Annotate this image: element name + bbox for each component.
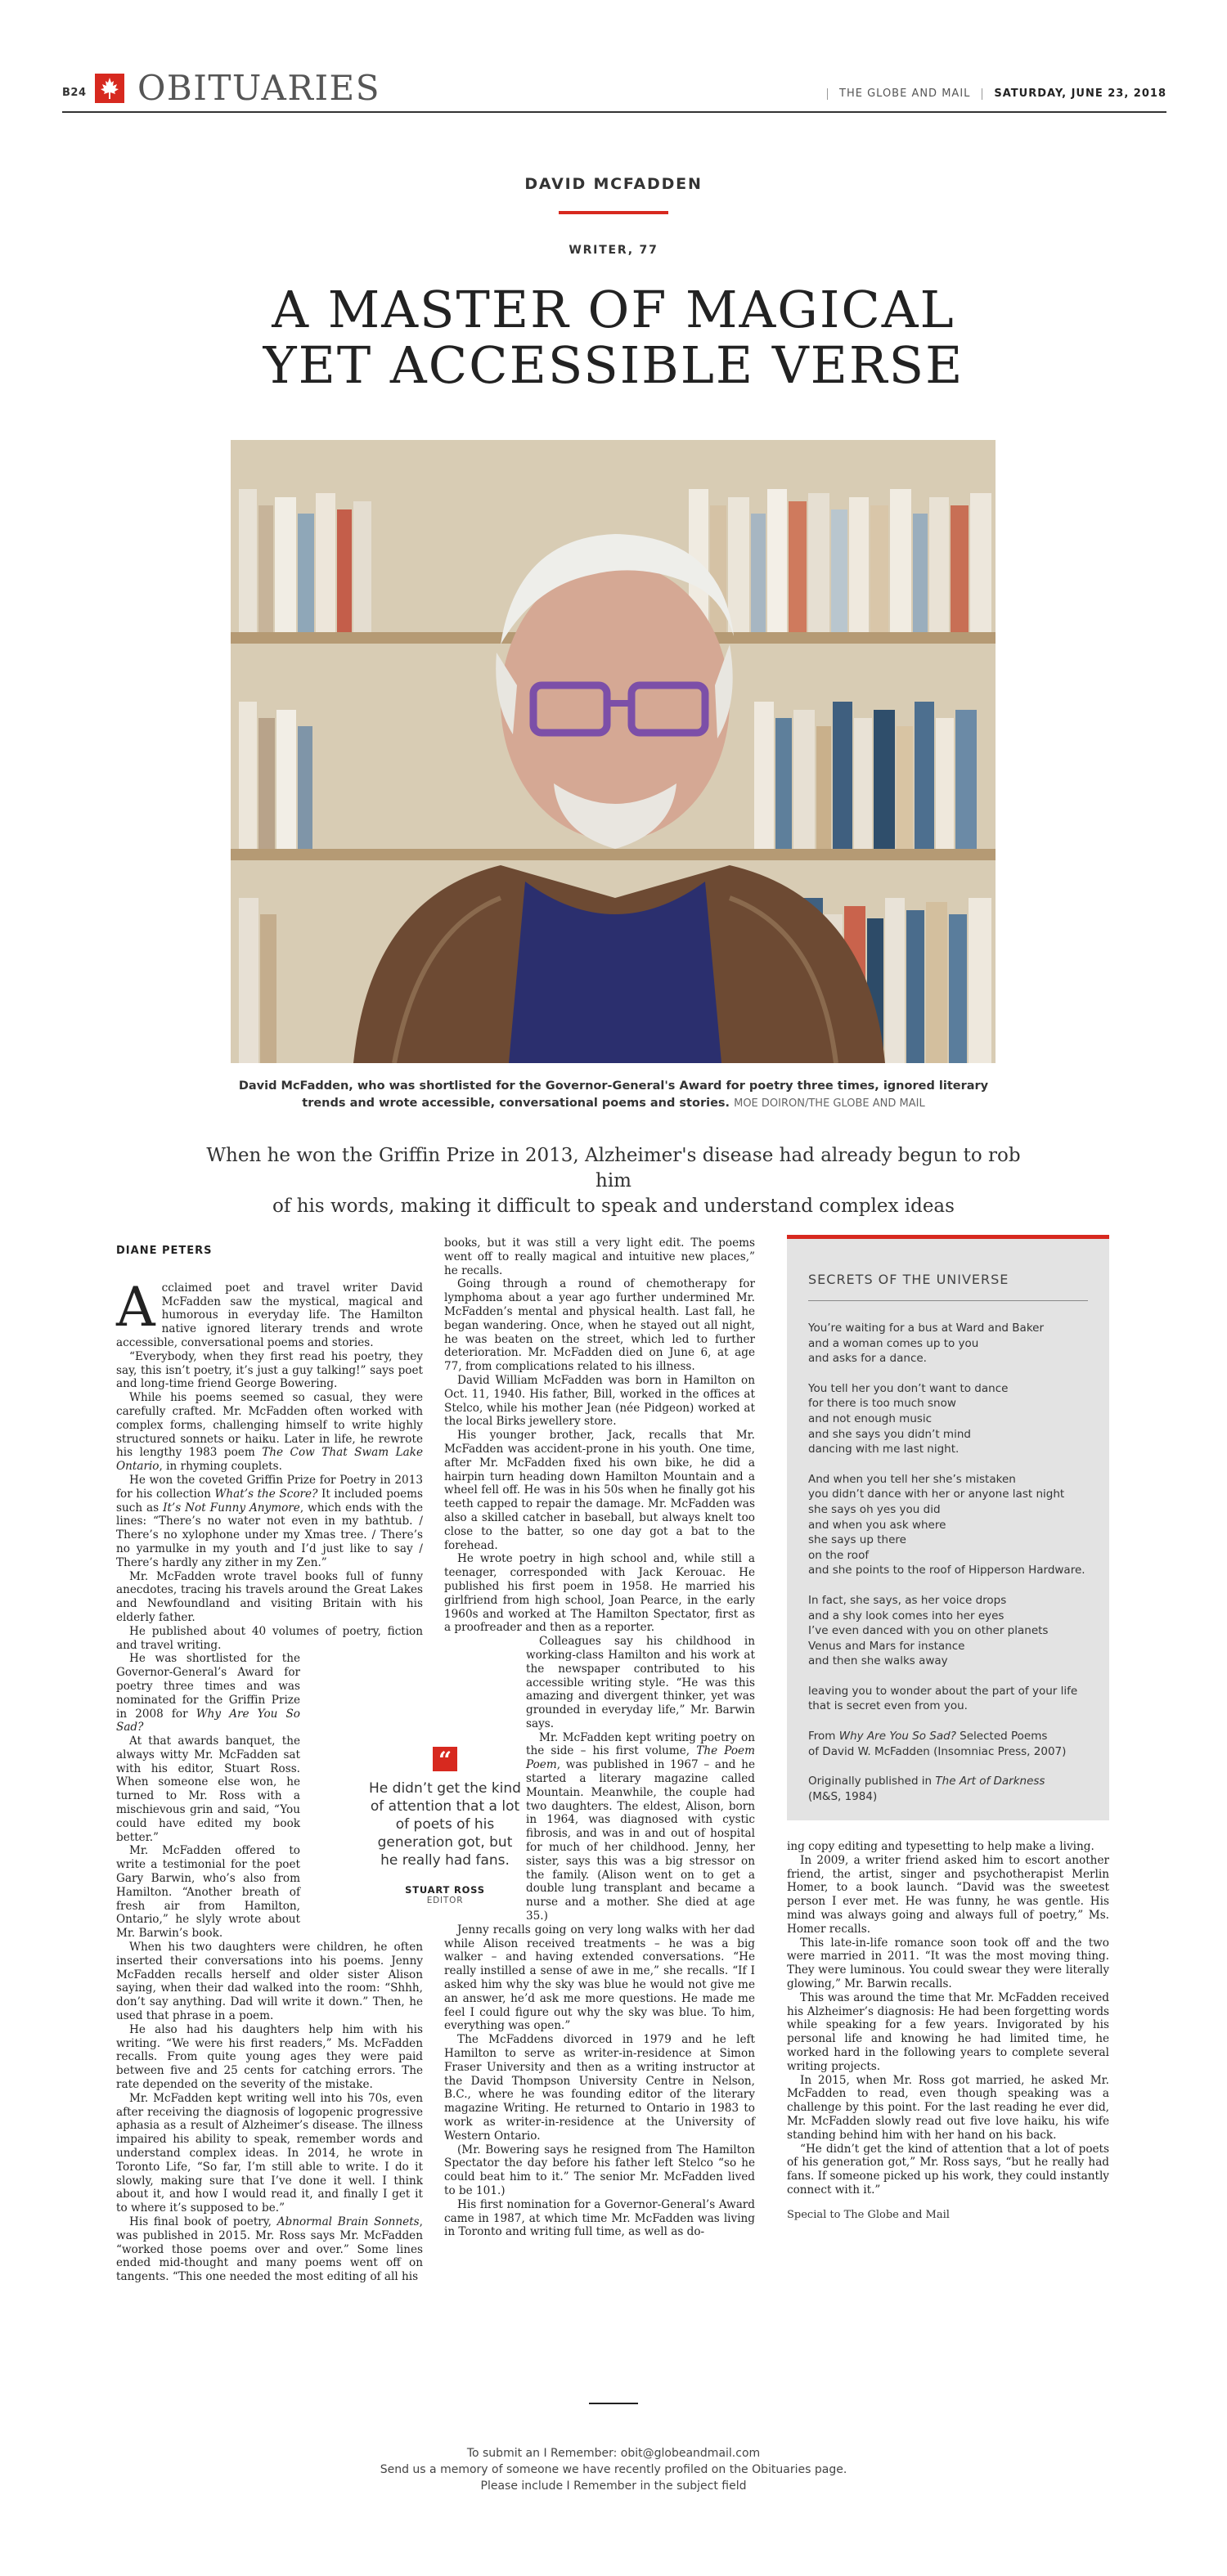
poem-line: that is secret even from you.	[808, 1699, 968, 1713]
poem-source	[808, 1729, 1088, 1759]
deck-line-2: of his words, making it difficult to speak and understand complex ideas	[272, 1196, 955, 1217]
pull-quote-text: He didn’t get the kind of attention that a lot of poets of his generation got, but he really had fans.	[369, 1780, 521, 1869]
section-title: OBITUARIES	[137, 68, 380, 108]
footer-instruction-line: Please include I Remember in the subject field	[480, 2480, 747, 2493]
work-title: What’s the Score?	[214, 1487, 318, 1501]
end-rule	[589, 2403, 638, 2404]
drop-cap: A	[116, 1275, 155, 1339]
kicker: WRITER, 77	[569, 244, 658, 257]
work-title: Abnormal Brain Sonnets	[276, 2215, 420, 2228]
masthead-rule	[62, 111, 1166, 113]
poem-line: I’ve even danced with you on other planets	[808, 1624, 1049, 1638]
source-text: (M&S, 1984)	[808, 1789, 878, 1803]
footer-info-line: Send us a memory of someone we have recently profiled on the Obituaries page.	[380, 2463, 847, 2476]
paragraph-text: While his poems seemed so casual, they were carefully crafted. Mr. McFadden often worked with complex forms, challenging himself to write highly structured sonnets or haiku. Later in life, he rewrote his lengthy 1983 poem	[116, 1391, 423, 1460]
paragraph: At that awards banquet, the always witty Mr. McFadden sat with his editor, Stuart Ross. When someone else won, he turned to Mr. Ross with a mischievous grin and said, “You could have edited my book better.”	[116, 1735, 300, 1844]
poem-line: And when you tell her she’s mistaken	[808, 1472, 1016, 1486]
paragraph: He wrote poetry in high school and, while still a teenager, corresponded with Jack Kerouac. He published his first poem in 1958. He married his girlfriend from high school, Joan Pearce, in the early 1960s and worked at The Hamilton Spectator, first as a proofreader and then as a reporter.	[444, 1552, 755, 1635]
pull-quote-role: EDITOR	[426, 1896, 464, 1905]
footer	[0, 2445, 1227, 2494]
sidebar-title: SECRETS OF THE UNIVERSE	[808, 1272, 1009, 1287]
paragraph: ing copy editing and typesetting to help make a living.	[787, 1840, 1094, 1853]
poem-stanza	[808, 1684, 1088, 1714]
source-text: of David W. McFadden (Insomniac Press, 2007)	[808, 1744, 1067, 1758]
paragraph: He published about 40 volumes of poetry, fiction and travel writing.	[116, 1624, 423, 1652]
paragraph: His first nomination for a Governor-General’s Award came in 1987, at which time Mr. McFadden was living in Toronto and writing full time, as well as do-	[444, 2197, 755, 2239]
page-number: B24	[62, 87, 87, 99]
poem-line: she says oh yes you did	[808, 1502, 941, 1516]
paragraph: Colleagues say his childhood in working-class Hamilton and his work at the newspaper contributed to his accessible writing style. “He was this amazing and divergent thinker, yet was grounded in everyday life,” Mr. Barwin says.	[526, 1635, 755, 1730]
poem-line: and she points to the roof of Hipperson Hardware.	[808, 1564, 1085, 1577]
poem-line: and then she walks away	[808, 1654, 948, 1668]
publication-name: THE GLOBE AND MAIL	[839, 88, 971, 100]
paragraph: Mr. McFadden wrote travel books full of funny anecdotes, tracing his travels around the Great Lakes and Newfoundland and visiting Britain with his elderly father.	[116, 1569, 423, 1624]
paragraph: (Mr. Bowering says he resigned from The Hamilton Spectator the day before his father left Stelco “so he could beat him to it.” The senior Mr. McFadden lived to be 101.)	[444, 2143, 755, 2197]
work-title: Why Are You So Sad?	[838, 1730, 956, 1744]
headline-line-2: YET ACCESSIBLE VERSE	[263, 335, 964, 395]
footer-submit-line: To submit an I Remember: obit@globeandmail.com	[466, 2447, 761, 2460]
paragraph: Jenny recalls going on very long walks with her dad while Alison received treatments – he was a big walker – and having extended conversations. “He really instilled a sense of awe in me,” she recalls. “If I asked him why the sky was blue he would not give me an answer, he’d ask me more questions. He made me feel I could figure out why the sky was blue. To him, everything was open.”	[444, 1923, 755, 2033]
headline-line-1: A MASTER OF MAGICAL	[272, 280, 955, 339]
poem-line: on the roof	[808, 1548, 870, 1562]
paragraph: In 2015, when Mr. Ross got married, he asked Mr. McFadden to read, even though speaking was a challenge by this point. For the last reading he ever did, Mr. McFadden slowly read out five love haiku, his wife standing behind him with her hand on his back.	[787, 2073, 1109, 2142]
deck	[204, 1143, 1022, 1219]
poem-stanza	[808, 1472, 1088, 1578]
poem-stanza	[808, 1381, 1088, 1457]
paragraph	[116, 1275, 423, 1350]
source-text: From	[808, 1730, 839, 1744]
article-column-3	[787, 1840, 1109, 2223]
paragraph: In 2009, a writer friend asked him to escort another friend, the artist, singer and psychotherapist Merlin Homer, to a book launch. “David was the sweetest person I ever met. He was funny, he was gentle. His mind was always going and always full of poetry,” Ms. Homer recalls.	[787, 1853, 1109, 1936]
pull-quote-attribution: STUART ROSS	[405, 1884, 485, 1896]
deck-line-1: When he won the Griffin Prize in 2013, Alzheimer's disease had already begun to rob him	[206, 1145, 1021, 1192]
paragraph-text: He was shortlisted for the Governor-General’s Award for poetry three times and was nominated for the Griffin Prize in 2008 for	[116, 1652, 300, 1721]
poem-line: and a shy look comes into her eyes	[808, 1609, 1005, 1622]
work-title: Why Are You So Sad?	[116, 1707, 300, 1735]
portrait-photo	[231, 440, 996, 1063]
article-column-2	[444, 1236, 755, 2239]
paragraph-text: , which ends with the lines: “There’s no water not even in my bathtub. / There’s no xylophone under my Xmas tree. / There’s no yarmulke in my youth and I’d just like to say / There’s hardly any zither in my Zen.”	[116, 1501, 423, 1569]
paragraph: He also had his daughters help him with his writing. “We were his first readers,” Ms. McFadden recalls. From quite young ages they were paid between five and 25 cents for catching errors. The rate depended on the severity of the mistake.	[116, 2022, 423, 2092]
poem-line: and a woman comes up to you	[808, 1336, 979, 1350]
work-title: The Poem Poem	[526, 1744, 755, 1772]
photo-caption	[237, 1078, 990, 1112]
paragraph: books, but it was still a very light edit. The poems went off to really magical and intuitive new places,” he recalls.	[444, 1236, 755, 1277]
poem-line: and she says you didn’t mind	[808, 1427, 971, 1441]
poem-line: for there is too much snow	[808, 1397, 956, 1411]
work-title: The Cow That Swam Lake Ontario	[116, 1446, 423, 1474]
caption-text: David McFadden, who was shortlisted for the Governor-General's Award for poetry three times, ignored literary trends and wrote accessible, conversational poems and stories.	[238, 1079, 989, 1110]
paragraph	[116, 2215, 423, 2284]
paragraph	[116, 1391, 423, 1474]
paragraph	[116, 1474, 423, 1570]
poem-line: dancing with me last night.	[808, 1443, 960, 1456]
paragraph: The McFaddens divorced in 1979 and he left Hamilton to serve as writer-in-residence at Simon Fraser University and then as a writing instructor at the David Thompson University Centre in Nelson, B.C., where he was founding editor of the literary magazine Writing. He returned to Ontario in 1983 to work as writer-in-residence at the University of Western Ontario.	[444, 2033, 755, 2143]
sidebar-poem	[787, 1235, 1109, 1820]
paragraph-text: His final book of poetry,	[129, 2215, 277, 2228]
source-text: Originally published in	[808, 1775, 936, 1788]
paragraph-text: cclaimed poet and travel writer David McFadden saw the mystical, magical and humorous in everyday life. The Hamilton native ignored literary trends and wrote accessible, conversational poems and stories.	[116, 1281, 423, 1349]
poem-line: you didn’t dance with her or anyone last night	[808, 1488, 1065, 1501]
poem-line: You tell her you don’t want to dance	[808, 1381, 1009, 1395]
paragraph: Going through a round of chemotherapy for lymphoma about a year ago further undermined Mr. McFadden’s mental and physical health. Last fall, he began wandering. Once, when he stayed out all night, he was beaten on the street, which led to further deterioration. Mr. McFadden died on June 6, at age 77, from complications related to his illness.	[444, 1277, 755, 1374]
poem-line: and when you ask where	[808, 1518, 946, 1532]
poem-original-publication	[808, 1774, 1088, 1804]
paragraph: His younger brother, Jack, recalls that Mr. McFadden was accident-prone in his youth. One time, after Mr. McFadden fixed his own bike, he did a hairpin turn heading down Hamilton Mountain and a wheel fell off. He was in his 50s when he finally got his teeth capped to repair the damage. Mr. McFadden was also a skilled catcher in baseball, but always knelt too close to the batter, so one day got a bat to the forehead.	[444, 1429, 755, 1552]
poem-line: and not enough music	[808, 1411, 933, 1425]
headline	[0, 282, 1227, 393]
paragraph	[526, 1731, 755, 1923]
masthead	[62, 65, 1166, 111]
paragraph: Mr. McFadden offered to write a testimonial for the poet Gary Barwin, who’s also from Hamilton. “Another breath of fresh air from Hamilton, Ontario,” he slyly wrote about Mr. Barwin’s book.	[116, 1844, 300, 1941]
sidebar-rule	[808, 1300, 1088, 1301]
paragraph: This was around the time that Mr. McFadden received his Alzheimer’s diagnosis: He had been forgetting words while speaking for a few years. Invigorated by his personal life and knowing he had limited time, he worked hard in the following years to complete several writing projects.	[787, 1990, 1109, 2073]
poem-line: In fact, she says, as her voice drops	[808, 1593, 1007, 1607]
quote-icon: “	[433, 1747, 457, 1771]
poem-line: leaving you to wonder about the part of your life	[808, 1684, 1078, 1698]
divider	[827, 88, 828, 100]
paragraph: “He didn’t get the kind of attention that a lot of poets of his generation got,” Mr. Ross says, “but he really had fans. If someone picked up his work, they could instantly connect with it.”	[787, 2142, 1109, 2197]
paragraph: David William McFadden was born in Hamilton on Oct. 11, 1940. His father, Bill, worked in the offices at Stelco, while his mother Jean (née Pidgeon) worked at the local Birks jewellery store.	[444, 1373, 755, 1429]
paragraph-text: He won the coveted Griffin Prize for Poetry in 2013 for his collection	[116, 1473, 423, 1501]
work-title: The Art of Darkness	[935, 1775, 1045, 1788]
paragraph-text: , was published in 2015. Mr. Ross says Mr. McFadden “worked those poems over and over.” Some lines ended mid-thought and many poems went off on tangents. “This one needed the most editing of all his	[116, 2215, 423, 2284]
paragraph-text: It included poems such as	[116, 1487, 423, 1515]
poem-line: and asks for a dance.	[808, 1352, 927, 1366]
source-text: Selected Poems	[955, 1730, 1048, 1744]
byline: DIANE PETERS	[116, 1245, 213, 1257]
paragraph-text: , was published in 1967 – and he started a literary magazine called Mountain. Meanwhile, the couple had two daughters. The eldest, Alison, born in 1964, was diagnosed with cystic fibrosis, and was in and out of hospital for much of her childhood. Jenny, her sister, says this was a big stressor on the family. (Alison went on to get a double lung transplant and became a nurse and a mother. She died at age 35.)	[526, 1758, 755, 1923]
subject-rule	[559, 211, 668, 214]
poem-stanza	[808, 1321, 1088, 1367]
photo-credit: MOE DOIRON/THE GLOBE AND MAIL	[734, 1097, 925, 1110]
paragraph: When his two daughters were children, he often inserted their conversations into his poems. Jenny McFadden recalls herself and older sister Alison saying, when their dad walked into the room: “Shhh, don’t say anything. Dad will write it down.” Then, he used that phrase in a poem.	[116, 1941, 423, 2023]
masthead-right	[816, 88, 1166, 100]
paragraph	[116, 1652, 300, 1735]
poem-line: Venus and Mars for instance	[808, 1639, 965, 1653]
contributor-note: Special to The Globe and Mail	[787, 2208, 950, 2221]
subject-name: DAVID MCFADDEN	[524, 175, 703, 193]
maple-leaf-icon	[95, 74, 124, 103]
paragraph: Mr. McFadden kept writing well into his 70s, even after receiving the diagnosis of logopenic progressive aphasia as a result of Alzheimer’s disease. The illness impaired his ability to speak, remember words and understand complex ideas. In 2014, he wrote in Toronto Life, “So far, I’m still able to write. I do it slowly, making sure that I’ve done it well. I think about it, and how I would read it, and finally I get it to where it’s supposed to be.”	[116, 2091, 423, 2215]
poem-line: You’re waiting for a bus at Ward and Baker	[808, 1322, 1045, 1335]
poem-line: she says up there	[808, 1533, 906, 1547]
paragraph: “Everybody, when they first read his poetry, they say, this isn’t poetry, it’s just a guy talking!” says poet and long-time friend George Bowering.	[116, 1349, 423, 1391]
poem-stanza	[808, 1593, 1088, 1669]
work-title: It’s Not Funny Anymore	[163, 1501, 300, 1515]
issue-date: SATURDAY, JUNE 23, 2018	[994, 88, 1166, 100]
paragraph: This late-in-life romance soon took off and the two were married in 2011. “It was the most moving thing. They were luminous. You could swear they were literally glowing,” Mr. Barwin recalls.	[787, 1936, 1109, 1990]
paragraph-text: Mr. McFadden kept writing poetry on the side – his first volume,	[526, 1730, 755, 1758]
paragraph-text: , in rhyming couplets.	[159, 1460, 282, 1474]
